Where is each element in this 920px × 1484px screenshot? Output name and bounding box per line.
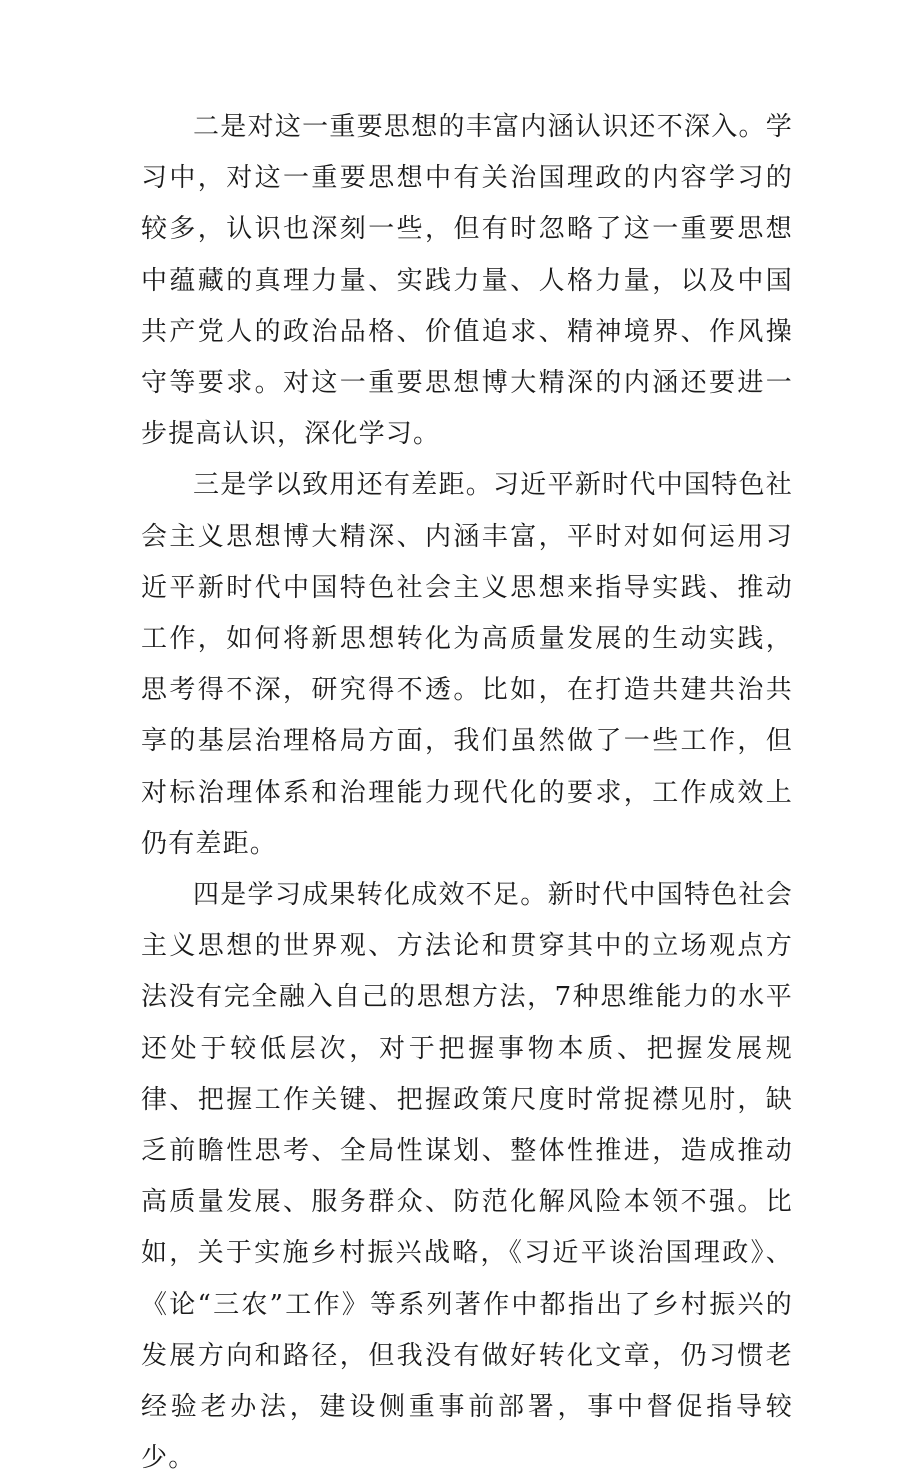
document-body xyxy=(141,102,793,1484)
paragraph-2: 二是对这一重要思想的丰富内涵认识还不深入。学习中，对这一重要思想中有关治国理政的内容学习的较多，认识也深刻一些，但有时忽略了这一重要思想中蕴藏的真理力量、实践力量、人格力量，以及中国共产党人的政治品格、价值追求、精神境界、作风操守等要求。对这一重要思想博大精深的内涵还要进一步提高认识，深化学习。 xyxy=(141,112,793,450)
paragraph-4: 四是学习成果转化成效不足。新时代中国特色社会主义思想的世界观、方法论和贯穿其中的立场观点方法没有完全融入自己的思想方法，7种思维能力的水平还处于较低层次，对于把握事物本质、把握发展规律、把握工作关键、把握政策尺度时常捉襟见肘，缺乏前瞻性思考、全局性谋划、整体性推进，造成推动高质量发展、服务群众、防范化解风险本领不强。比如，关于实施乡村振兴战略，《习近平谈治国理政》、《论“三农”工作》等系列著作中都指出了乡村振兴的发展方向和路径，但我没有做好转化文章，仍习惯老经验老办法，建设侧重事前部署，事中督促指导较少。 xyxy=(141,880,793,1474)
paragraph-3: 三是学以致用还有差距。习近平新时代中国特色社会主义思想博大精深、内涵丰富，平时对如何运用习近平新时代中国特色社会主义思想来指导实践、推动工作，如何将新思想转化为高质量发展的生动实践，思考得不深，研究得不透。比如，在打造共建共治共享的基层治理格局方面，我们虽然做了一些工作，但对标治理体系和治理能力现代化的要求，工作成效上仍有差距。 xyxy=(141,470,793,859)
